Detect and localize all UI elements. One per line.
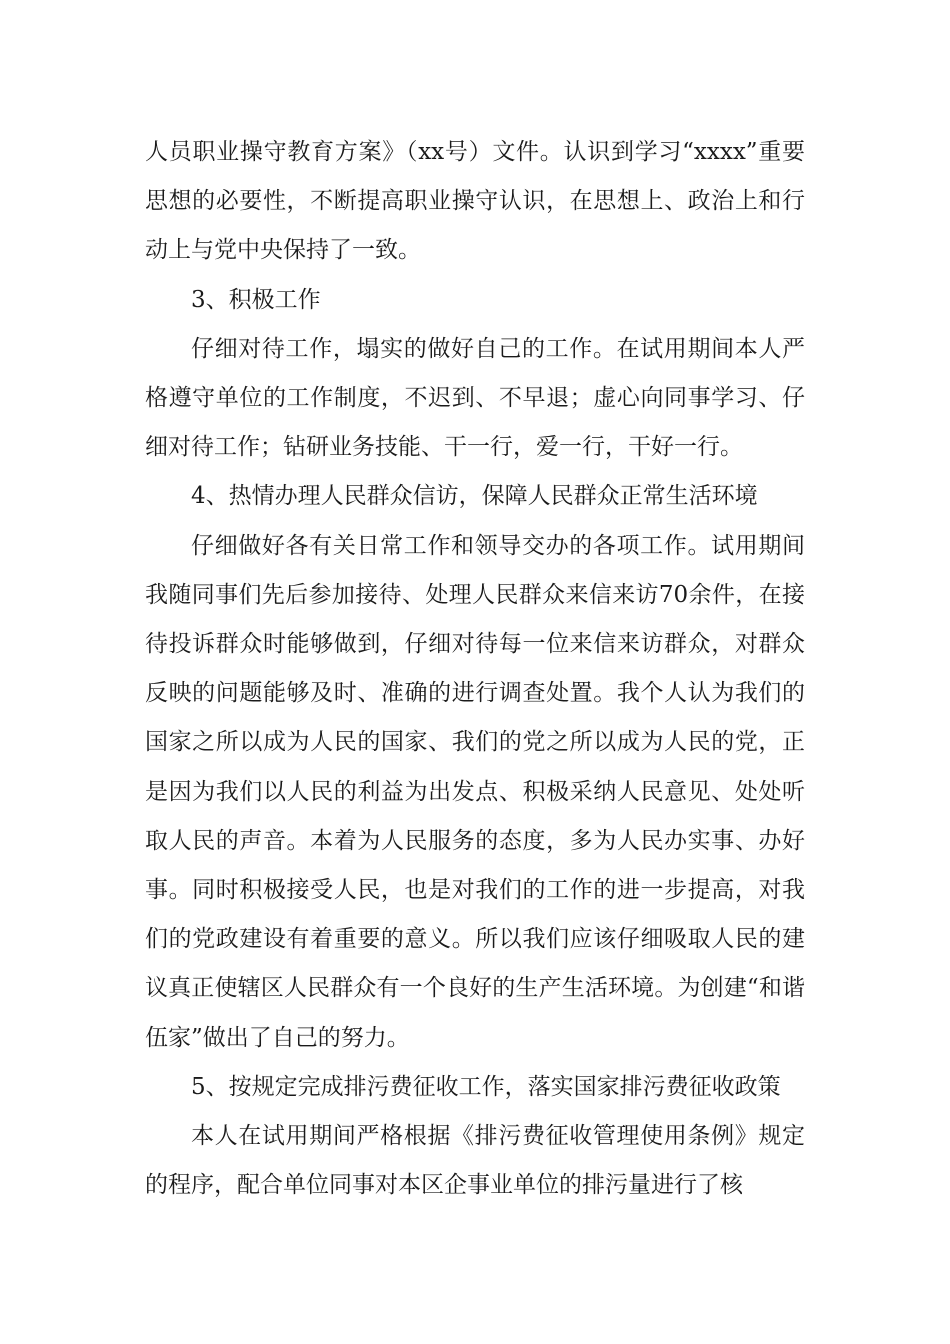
paragraph-intro-continuation: 人员职业操守教育方案》（xx号）文件。认识到学习“xxxx”重要思想的必要性，不断提高职业操守认识，在思想上、政治上和行动上与党中央保持了一致。 xyxy=(145,139,805,264)
heading-4-petitions: 4、热情办理人民群众信访，保障人民群众正常生活环境 xyxy=(191,483,758,510)
heading-5-pollution-fee: 5、按规定完成排污费征收工作，落实国家排污费征收政策 xyxy=(191,1073,781,1100)
paragraph-work-attitude: 仔细对待工作，塌实的做好自己的工作。在试用期间本人严格遵守单位的工作制度，不迟到、不早退；虚心向同事学习、仔细对待工作；钻研业务技能、干一行，爱一行，干好一行。 xyxy=(145,335,805,461)
paragraph-pollution-fee: 本人在试用期间严格根据《排污费征收管理使用条例》规定的程序，配合单位同事对本区企事业单位的排污量进行了核 xyxy=(145,1123,805,1199)
heading-3-work-actively: 3、积极工作 xyxy=(191,286,321,313)
document-page xyxy=(145,128,805,1210)
paragraph-petitions: 仔细做好各有关日常工作和领导交办的各项工作。试用期间我随同事们先后参加接待、处理人民群众来信来访70余件，在接待投诉群众时能够做到，仔细对待每一位来信来访群众，对群众反映的问题能够及时、准确的进行调查处置。我个人认为我们的国家之所以成为人民的国家、我们的党之所以成为人民的党，正是因为我们以人民的利益为出发点、积极采纳人民意见、处处听取人民的声音。本着为人民服务的态度，多为人民办实事、办好事。同时积极接受人民，也是对我们的工作的进一步提高，对我们的党政建设有着重要的意义。所以我们应该仔细吸取人民的建议真正使辖区人民群众有一个良好的生产生活环境。为创建“和谐伍家”做出了自己的努力。 xyxy=(145,532,805,1051)
